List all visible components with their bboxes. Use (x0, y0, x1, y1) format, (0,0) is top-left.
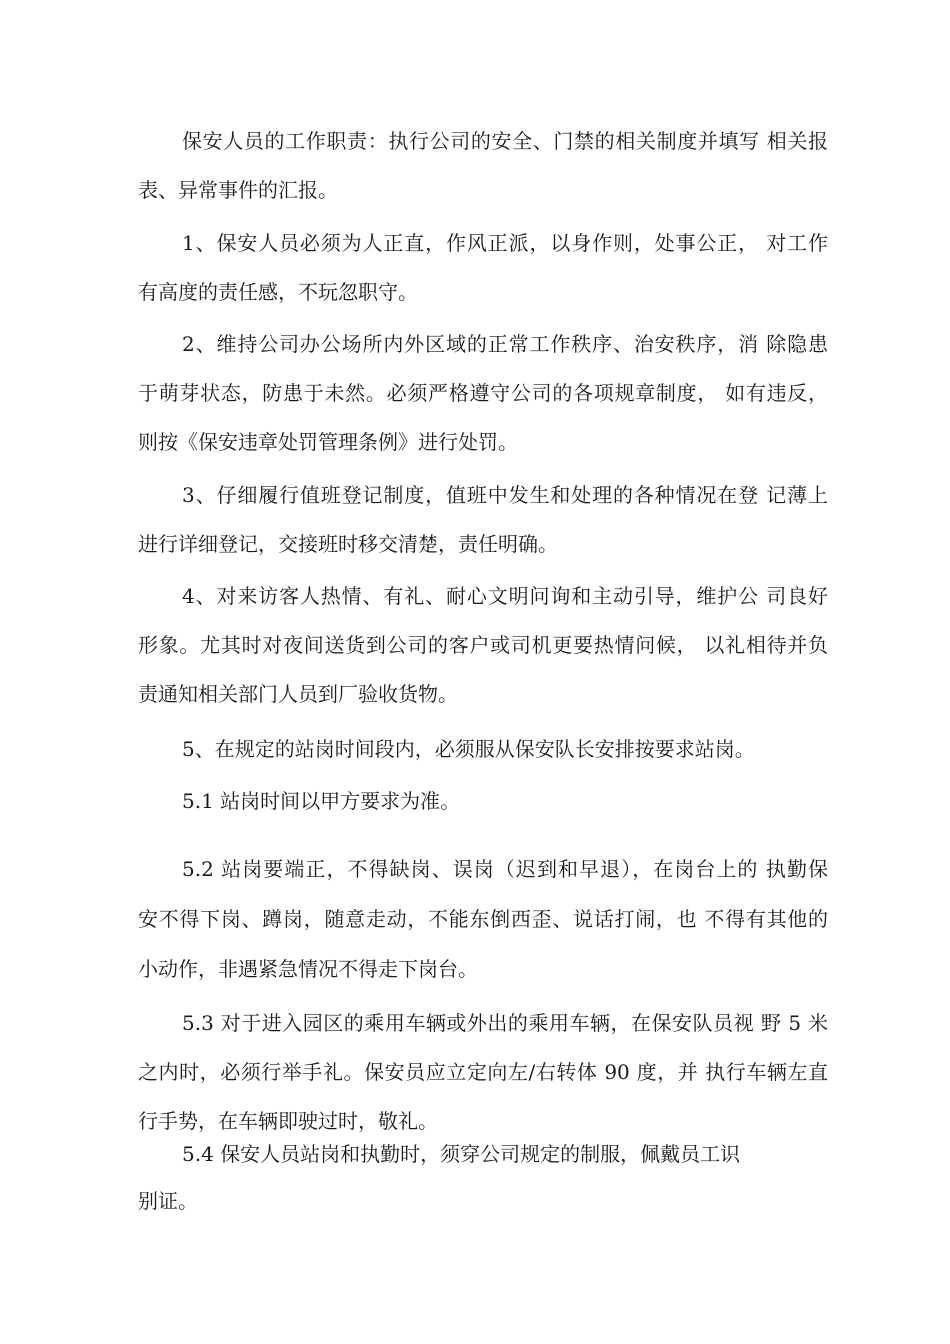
paragraph-line: 表、异常事件的汇报。 (138, 178, 338, 202)
paragraph-line: 5.4 保安人员站岗和执勤时，须穿公司规定的制服，佩戴员工识 (182, 1142, 741, 1166)
paragraph-line: 2、维持公司办公场所内外区域的正常工作秩序、治安秩序，消 除隐患 (182, 332, 828, 356)
paragraph-line: 5.1 站岗时间以甲方要求为准。 (182, 789, 461, 813)
paragraph-line: 安不得下岗、蹲岗，随意走动，不能东倒西歪、说话打闹，也 不得有其他的 (138, 907, 828, 931)
paragraph-line: 进行详细登记，交接班时移交清楚，责任明确。 (138, 532, 558, 556)
paragraph-line: 3、仔细履行值班登记制度，值班中发生和处理的各种情况在登 记薄上 (182, 483, 828, 507)
paragraph-line: 别证。 (138, 1189, 198, 1213)
paragraph-line: 4、对来访客人热情、有礼、耐心文明问询和主动引导，维护公 司良好 (182, 584, 828, 608)
paragraph-line: 有高度的责任感，不玩忽职守。 (138, 280, 418, 304)
paragraph-line: 5.2 站岗要端正，不得缺岗、误岗（迟到和早退），在岗台上的 执勤保 (182, 857, 828, 881)
paragraph-line: 行手势，在车辆即驶过时，敬礼。 (138, 1109, 438, 1133)
paragraph-line: 形象。尤其时对夜间送货到公司的客户或司机更要热情问候， 以礼相待并负 (138, 633, 828, 657)
paragraph-line: 小动作，非遇紧急情况不得走下岗台。 (138, 957, 478, 981)
paragraph-line: 保安人员的工作职责：执行公司的安全、门禁的相关制度并填写 相关报 (182, 129, 828, 153)
paragraph-line: 责通知相关部门人员到厂验收货物。 (138, 682, 458, 706)
paragraph-line: 5、在规定的站岗时间段内，必须服从保安队长安排按要求站岗。 (182, 737, 755, 761)
paragraph-line: 则按《保安违章处罚管理条例》进行处罚。 (138, 430, 518, 454)
paragraph-line: 之内时，必须行举手礼。保安员应立定向左/右转体 90 度，并 执行车辆左直 (138, 1060, 828, 1084)
paragraph-line: 5.3 对于进入园区的乘用车辆或外出的乘用车辆，在保安队员视 野 5 米 (182, 1011, 828, 1035)
paragraph-line: 于萌芽状态，防患于未然。必须严格遵守公司的各项规章制度， 如有违反， (138, 381, 828, 405)
paragraph-line: 1、保安人员必须为人正直，作风正派，以身作则，处事公正， 对工作 (182, 231, 828, 255)
